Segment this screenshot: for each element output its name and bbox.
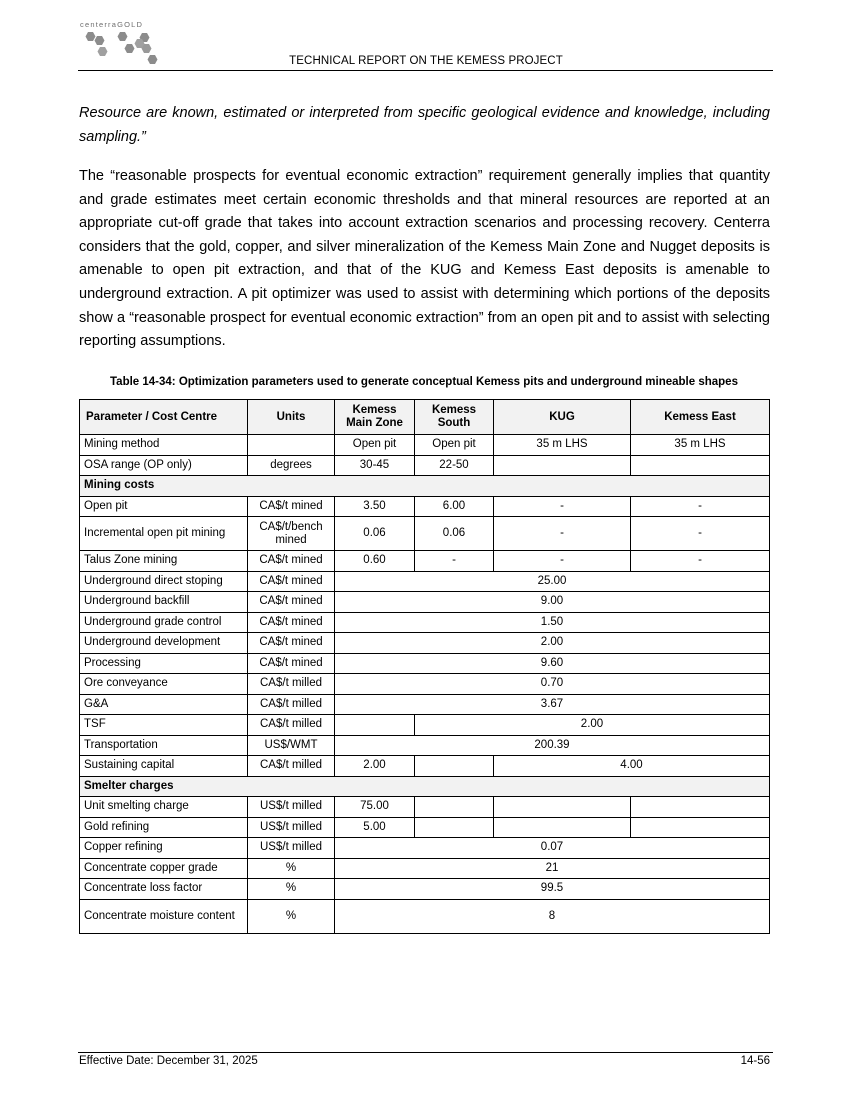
column-header: Units: [248, 400, 335, 435]
table-cell: CA$/t milled: [248, 756, 335, 777]
column-header: Parameter / Cost Centre: [80, 400, 248, 435]
header-divider: [78, 70, 773, 71]
table-row: [80, 858, 770, 879]
table-cell-parameter: Concentrate copper grade: [80, 858, 248, 879]
quote-paragraph: Resource are known, estimated or interpreted from specific geological evidence and knowledge, including sampling.”: [79, 105, 770, 145]
table-cell: US$/WMT: [248, 735, 335, 756]
column-header: Kemess East: [631, 400, 770, 435]
table-cell: 8: [335, 899, 770, 933]
table-caption: Table 14-34: Optimization parameters used to generate conceptual Kemess pits and underground mineable shapes: [110, 376, 738, 388]
table-cell: CA$/t mined: [248, 551, 335, 572]
table-cell: 3.67: [335, 694, 770, 715]
table-cell-parameter: Talus Zone mining: [80, 551, 248, 572]
table-cell: 0.06: [415, 517, 494, 551]
table-cell: -: [415, 551, 494, 572]
table-cell: %: [248, 899, 335, 933]
table-section-row: [80, 476, 770, 497]
table-row: [80, 612, 770, 633]
table-cell: 2.00: [335, 756, 415, 777]
table-cell-parameter: Processing: [80, 653, 248, 674]
table-cell-parameter: Underground grade control: [80, 612, 248, 633]
table-header-row: [80, 400, 770, 435]
table-cell: 25.00: [335, 571, 770, 592]
table-cell-parameter: OSA range (OP only): [80, 455, 248, 476]
table-cell: 35 m LHS: [494, 435, 631, 456]
table-cell: CA$/t milled: [248, 715, 335, 736]
table-cell: -: [631, 551, 770, 572]
table-row: [80, 633, 770, 654]
table-cell-parameter: Underground direct stoping: [80, 571, 248, 592]
table-row: [80, 715, 770, 736]
table-cell: -: [494, 551, 631, 572]
table-cell-parameter: Concentrate loss factor: [80, 879, 248, 900]
table-cell: [631, 797, 770, 818]
column-header: Kemess Main Zone: [335, 400, 415, 435]
table-body: [80, 435, 770, 934]
table-cell-parameter: Incremental open pit mining: [80, 517, 248, 551]
table-cell: %: [248, 879, 335, 900]
table-cell-parameter: TSF: [80, 715, 248, 736]
table-cell: 4.00: [494, 756, 770, 777]
table-row: [80, 592, 770, 613]
table-cell: %: [248, 858, 335, 879]
table-row: [80, 455, 770, 476]
effective-date: Effective Date: December 31, 2025: [79, 1055, 258, 1067]
table-cell-parameter: Mining method: [80, 435, 248, 456]
table-cell: CA$/t mined: [248, 571, 335, 592]
table-row: [80, 735, 770, 756]
table-cell-parameter: Underground development: [80, 633, 248, 654]
table-cell: [248, 435, 335, 456]
table-row: [80, 879, 770, 900]
table-cell-parameter: Transportation: [80, 735, 248, 756]
table-row: [80, 797, 770, 818]
table-cell: -: [631, 496, 770, 517]
table-row: [80, 694, 770, 715]
table-cell-parameter: Concentrate moisture content: [80, 899, 248, 933]
table-cell: 3.50: [335, 496, 415, 517]
table-cell: 30-45: [335, 455, 415, 476]
table-cell: 200.39: [335, 735, 770, 756]
table-row: [80, 899, 770, 933]
table-cell: -: [494, 517, 631, 551]
table-cell: [631, 455, 770, 476]
table-cell: -: [494, 496, 631, 517]
table-cell: 2.00: [415, 715, 770, 736]
table-row: [80, 517, 770, 551]
table-cell: 0.70: [335, 674, 770, 695]
table-cell: CA$/t mined: [248, 496, 335, 517]
body-paragraph: The “reasonable prospects for eventual economic extraction” requirement generally implies that quantity and grade estimates meet certain economic thresholds and that mineral resources are reported at an appropriate cut-off grade that takes into account extraction scenarios and processing recovery. Centerra considers that the gold, copper, and silver mineralization of the Kemess Main Zone and Nugget deposits is amenable to open pit extraction, and that of the KUG and Kemess East deposits is amenable to underground extraction. A pit optimizer was used to assist with determining which portions of the deposits show a “reasonable prospect for eventual economic extraction” from an open pit and to assist with selecting reporting assumptions.: [79, 168, 770, 350]
table-cell: [335, 715, 415, 736]
table-cell: CA$/t/bench mined: [248, 517, 335, 551]
table-cell: degrees: [248, 455, 335, 476]
table-cell-parameter: G&A: [80, 694, 248, 715]
table-cell-parameter: Sustaining capital: [80, 756, 248, 777]
page-number: 14-56: [740, 1055, 770, 1067]
table-cell: 9.60: [335, 653, 770, 674]
table-cell: 6.00: [415, 496, 494, 517]
table-section-row: [80, 776, 770, 797]
table-cell: 22-50: [415, 455, 494, 476]
table-cell: 75.00: [335, 797, 415, 818]
footer-divider: [78, 1052, 773, 1053]
report-title: TECHNICAL REPORT ON THE KEMESS PROJECT: [289, 55, 563, 67]
table-cell: -: [631, 517, 770, 551]
table-row: [80, 817, 770, 838]
table-row: [80, 653, 770, 674]
table-row: [80, 496, 770, 517]
table-cell: [631, 817, 770, 838]
table-row: [80, 571, 770, 592]
table-cell: [415, 797, 494, 818]
table-cell: 1.50: [335, 612, 770, 633]
table-cell: 0.60: [335, 551, 415, 572]
table-row: [80, 551, 770, 572]
table-row: [80, 756, 770, 777]
table-cell: 2.00: [335, 633, 770, 654]
table-cell: CA$/t milled: [248, 674, 335, 695]
table-cell: CA$/t mined: [248, 633, 335, 654]
table-cell: CA$/t milled: [248, 694, 335, 715]
table-cell: CA$/t mined: [248, 612, 335, 633]
table-cell-parameter: Underground backfill: [80, 592, 248, 613]
table-cell-parameter: Open pit: [80, 496, 248, 517]
table-cell: [415, 756, 494, 777]
table-cell: US$/t milled: [248, 838, 335, 859]
column-header: Kemess South: [415, 400, 494, 435]
table-cell-parameter: Mining costs: [80, 476, 770, 497]
table-cell: 21: [335, 858, 770, 879]
table-cell: [494, 455, 631, 476]
table-cell: 5.00: [335, 817, 415, 838]
table-cell: US$/t milled: [248, 797, 335, 818]
column-header: KUG: [494, 400, 631, 435]
table-cell: 35 m LHS: [631, 435, 770, 456]
optimization-parameters-table: [79, 399, 770, 934]
table-cell: [494, 797, 631, 818]
table-cell: 9.00: [335, 592, 770, 613]
table-cell: US$/t milled: [248, 817, 335, 838]
table-cell: 0.06: [335, 517, 415, 551]
table-cell: CA$/t mined: [248, 592, 335, 613]
table-row: [80, 838, 770, 859]
table-cell: Open pit: [335, 435, 415, 456]
table-cell: [494, 817, 631, 838]
table-cell: Open pit: [415, 435, 494, 456]
table-cell-parameter: Copper refining: [80, 838, 248, 859]
table-cell-parameter: Gold refining: [80, 817, 248, 838]
table-row: [80, 674, 770, 695]
table-cell: 99.5: [335, 879, 770, 900]
table-cell: [415, 817, 494, 838]
logo-wordmark: centerraGOLD: [80, 20, 144, 29]
table-cell: CA$/t mined: [248, 653, 335, 674]
table-cell-parameter: Ore conveyance: [80, 674, 248, 695]
table-cell: 0.07: [335, 838, 770, 859]
table-cell-parameter: Smelter charges: [80, 776, 770, 797]
table-row: [80, 435, 770, 456]
table-cell-parameter: Unit smelting charge: [80, 797, 248, 818]
